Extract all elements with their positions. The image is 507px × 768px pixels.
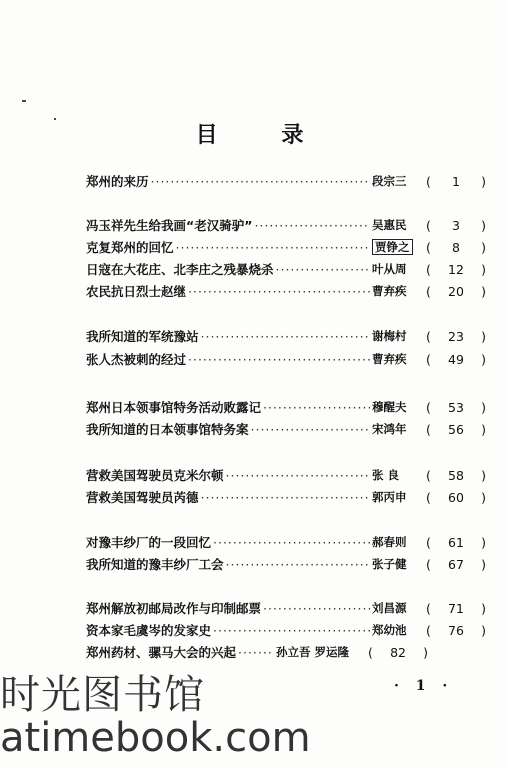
entry-title: 张人杰被刺的经过 [86, 352, 187, 367]
leader-dots [213, 623, 370, 638]
entry-author: 宋鸿年 [372, 422, 407, 436]
toc-entry [86, 214, 486, 236]
page-number: 71 [448, 600, 464, 616]
entry-page: ( 56 ) [426, 421, 486, 437]
page-number: 58 [448, 467, 464, 483]
toc-entry [86, 597, 486, 619]
entry-title: 克复郑州的回忆 [86, 240, 174, 255]
entry-title: 郑州解放初邮局改作与印制邮票 [86, 601, 262, 616]
page-number: 56 [448, 421, 464, 437]
toc-entry [86, 325, 486, 347]
leader-dots [226, 468, 370, 483]
leader-dots [238, 645, 274, 660]
entry-title: 农民抗日烈士赵继 [86, 284, 187, 299]
leader-dots [201, 490, 370, 505]
entry-title: 资本家毛虞岑的发家史 [86, 623, 212, 638]
toc-entry [86, 464, 486, 486]
leader-dots [188, 284, 370, 299]
entry-author: 郭丙申 [372, 490, 407, 504]
watermark-url: atimebook.com [0, 715, 311, 761]
page-number: 53 [448, 399, 464, 415]
entry-author: 段宗三 [372, 174, 407, 188]
entry-title: 郑州的来历 [86, 174, 149, 189]
leader-dots [176, 240, 370, 255]
leader-dots [213, 535, 370, 550]
toc-entry [86, 348, 486, 370]
entry-page: ( 8 ) [426, 239, 486, 255]
toc-entry [86, 486, 486, 508]
entry-page: ( 60 ) [426, 489, 486, 505]
leader-dots [254, 218, 370, 233]
entry-author: 郑幼池 [372, 623, 407, 637]
entry-page: ( 76 ) [426, 622, 486, 638]
entry-title: 我所知道的日本领事馆特务案 [86, 422, 249, 437]
entry-page: ( 3 ) [426, 217, 486, 233]
page-number-footer: · 1 · [394, 678, 454, 694]
entry-page: ( 1 ) [426, 173, 486, 189]
entry-title: 郑州药材、骡马大会的兴起 [86, 645, 237, 660]
leader-dots [276, 262, 370, 277]
entry-title: 营救美国驾驶员芮德 [86, 490, 199, 505]
entry-page: ( 49 ) [426, 351, 486, 367]
page-number: 60 [448, 489, 464, 505]
leader-dots [251, 422, 370, 437]
boxed-author: 贾铮之 [372, 239, 413, 255]
toc-entry [86, 641, 486, 663]
leader-dots [226, 557, 370, 572]
toc-entry [86, 280, 486, 302]
entry-title: 我所知道的军统豫站 [86, 329, 199, 344]
page-number: 61 [448, 534, 464, 550]
page-title: 目 录 [195, 122, 332, 148]
entry-page: ( 23 ) [426, 328, 486, 344]
page-number: 3 [452, 217, 460, 233]
entry-author: 叶从周 [372, 262, 407, 276]
entry-page: ( 82 ) [368, 644, 429, 660]
entry-title: 营救美国驾驶员克米尔顿 [86, 468, 224, 483]
entry-author: 郝春则 [372, 535, 407, 549]
entry-page: ( 20 ) [426, 283, 486, 299]
entry-author: 曹弃疾 [372, 352, 407, 366]
toc-entry [86, 619, 486, 641]
entry-title: 日寇在大花庄、北李庄之残暴烧杀 [86, 262, 274, 277]
entry-page: ( 12 ) [426, 261, 486, 277]
entry-author: 张 良 [372, 468, 400, 482]
leader-dots [151, 174, 370, 189]
toc-entry [86, 418, 486, 440]
entry-page: ( 71 ) [426, 600, 486, 616]
entry-page: ( 53 ) [426, 399, 486, 415]
page-number: 76 [448, 622, 464, 638]
entry-page: ( 61 ) [426, 534, 486, 550]
toc-entry [86, 236, 486, 258]
page-number: 49 [448, 351, 464, 367]
watermark-title: 时光图书馆 [0, 672, 205, 718]
entry-author: 张子健 [372, 557, 407, 571]
entry-title: 对豫丰纱厂的一段回忆 [86, 535, 212, 550]
page-number: 12 [448, 261, 464, 277]
toc-entry [86, 396, 486, 418]
entry-author: 穆醒夫 [372, 400, 407, 414]
entry-title: 冯玉祥先生给我画“老汉骑驴” [86, 218, 253, 233]
page-number: 8 [452, 239, 460, 255]
toc-entry [86, 553, 486, 575]
page-number: 23 [448, 328, 464, 344]
page-number: 20 [448, 283, 464, 299]
page-number: 82 [390, 644, 406, 660]
entry-author [372, 239, 426, 255]
page-number: 1 [452, 173, 460, 189]
entry-page: ( 67 ) [426, 556, 486, 572]
toc-entry [86, 170, 486, 192]
toc-entry [86, 531, 486, 553]
leader-dots [201, 329, 370, 344]
entry-title: 郑州日本领事馆特务活动败露记 [86, 400, 262, 415]
entry-author: 吴惠民 [372, 218, 407, 232]
entry-title: 我所知道的豫丰纱厂工会 [86, 557, 224, 572]
entry-author: 刘昌源 [372, 601, 407, 615]
leader-dots [188, 352, 370, 367]
leader-dots [263, 400, 370, 415]
entry-page: ( 58 ) [426, 467, 486, 483]
page-number: 67 [448, 556, 464, 572]
leader-dots [263, 601, 370, 616]
entry-author: 孙立吾 罗运隆 [276, 645, 350, 659]
entry-author: 曹弃疾 [372, 284, 407, 298]
toc-entry [86, 258, 486, 280]
entry-author: 谢梅村 [372, 329, 407, 343]
